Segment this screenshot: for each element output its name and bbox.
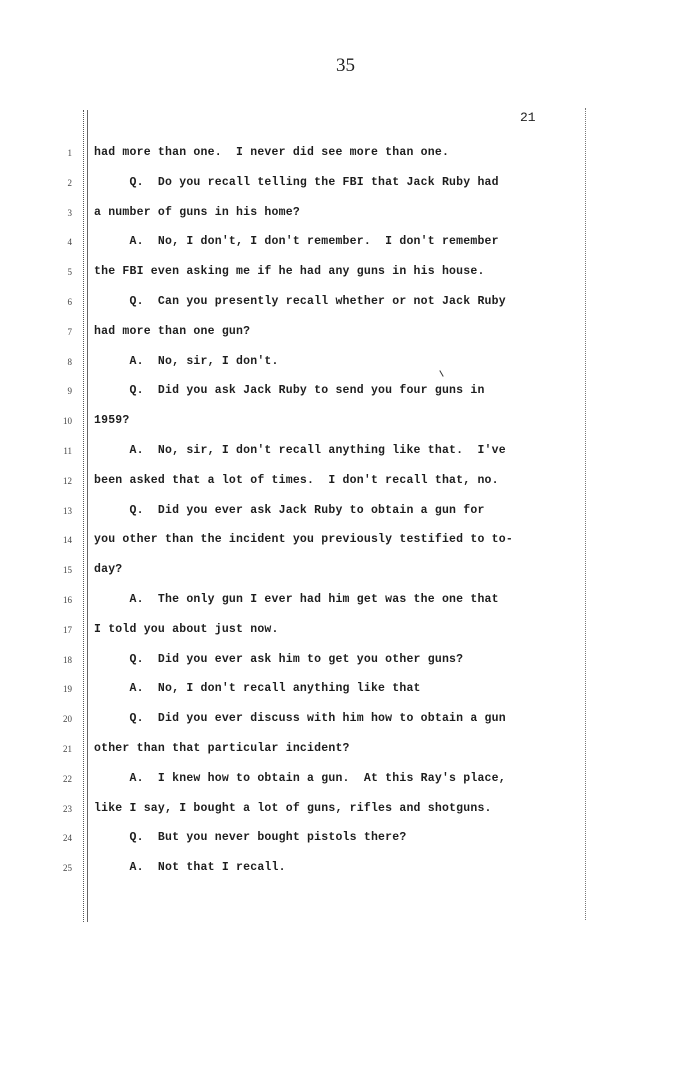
line-number: 5 bbox=[67, 267, 72, 277]
transcript-line: other than that particular incident? bbox=[94, 742, 350, 755]
line-number: 1 bbox=[67, 148, 72, 158]
page-number: 35 bbox=[336, 55, 355, 76]
left-margin-rule-inner bbox=[87, 110, 88, 922]
transcript-line: like I say, I bought a lot of guns, rifles and shotguns. bbox=[94, 802, 492, 815]
line-number: 13 bbox=[63, 506, 72, 516]
left-margin-rule bbox=[83, 110, 84, 922]
transcript-line: A. No, I don't, I don't remember. I don't remember bbox=[94, 235, 499, 248]
transcript-line: been asked that a lot of times. I don't recall that, no. bbox=[94, 474, 499, 487]
transcript-line: 1959? bbox=[94, 414, 130, 427]
line-number: 6 bbox=[67, 297, 72, 307]
transcript-line: A. Not that I recall. bbox=[94, 861, 286, 874]
line-number: 15 bbox=[63, 565, 72, 575]
transcript-line: Q. Do you recall telling the FBI that Jack Ruby had bbox=[94, 176, 499, 189]
transcript-line: Q. Can you presently recall whether or not Jack Ruby bbox=[94, 295, 506, 308]
line-number: 7 bbox=[67, 327, 72, 337]
transcript-line: A. I knew how to obtain a gun. At this Ray's place, bbox=[94, 772, 506, 785]
line-number: 8 bbox=[67, 357, 72, 367]
transcript-line: A. No, sir, I don't. bbox=[94, 355, 279, 368]
transcript-line: you other than the incident you previously testified to to- bbox=[94, 533, 513, 546]
transcript-line: A. No, I don't recall anything like that bbox=[94, 682, 421, 695]
transcript-line: A. The only gun I ever had him get was the one that bbox=[94, 593, 499, 606]
line-number: 16 bbox=[63, 595, 72, 605]
transcript-line: day? bbox=[94, 563, 123, 576]
transcript-line: Q. Did you ever ask him to get you other guns? bbox=[94, 653, 464, 666]
transcript-line: A. No, sir, I don't recall anything like that. I've bbox=[94, 444, 506, 457]
transcript-line: had more than one. I never did see more than one. bbox=[94, 146, 450, 159]
transcript-line: Q. Did you ask Jack Ruby to send you four guns in bbox=[94, 384, 485, 397]
line-number: 25 bbox=[63, 863, 72, 873]
transcript-line: Q. But you never bought pistols there? bbox=[94, 831, 407, 844]
line-number: 10 bbox=[63, 416, 72, 426]
transcript-line: I told you about just now. bbox=[94, 623, 279, 636]
line-number: 24 bbox=[63, 833, 72, 843]
line-number: 11 bbox=[63, 446, 72, 456]
line-number: 18 bbox=[63, 655, 72, 665]
line-number: 23 bbox=[63, 804, 72, 814]
right-margin-rule bbox=[585, 108, 586, 920]
line-number: 20 bbox=[63, 714, 72, 724]
line-number: 21 bbox=[63, 744, 72, 754]
line-number: 19 bbox=[63, 684, 72, 694]
line-number: 12 bbox=[63, 476, 72, 486]
line-number: 14 bbox=[63, 535, 72, 545]
line-number: 4 bbox=[67, 237, 72, 247]
line-number: 9 bbox=[67, 386, 72, 396]
line-number: 3 bbox=[67, 208, 72, 218]
transcript-line: had more than one gun? bbox=[94, 325, 251, 338]
line-number: 17 bbox=[63, 625, 72, 635]
transcript-page-number: 21 bbox=[520, 110, 536, 125]
transcript-line: Q. Did you ever ask Jack Ruby to obtain a gun for bbox=[94, 504, 485, 517]
stray-mark bbox=[439, 370, 443, 377]
line-number: 2 bbox=[67, 178, 72, 188]
transcript-line: Q. Did you ever discuss with him how to obtain a gun bbox=[94, 712, 506, 725]
transcript-line: a number of guns in his home? bbox=[94, 206, 300, 219]
transcript-line: the FBI even asking me if he had any guns in his house. bbox=[94, 265, 485, 278]
line-number: 22 bbox=[63, 774, 72, 784]
